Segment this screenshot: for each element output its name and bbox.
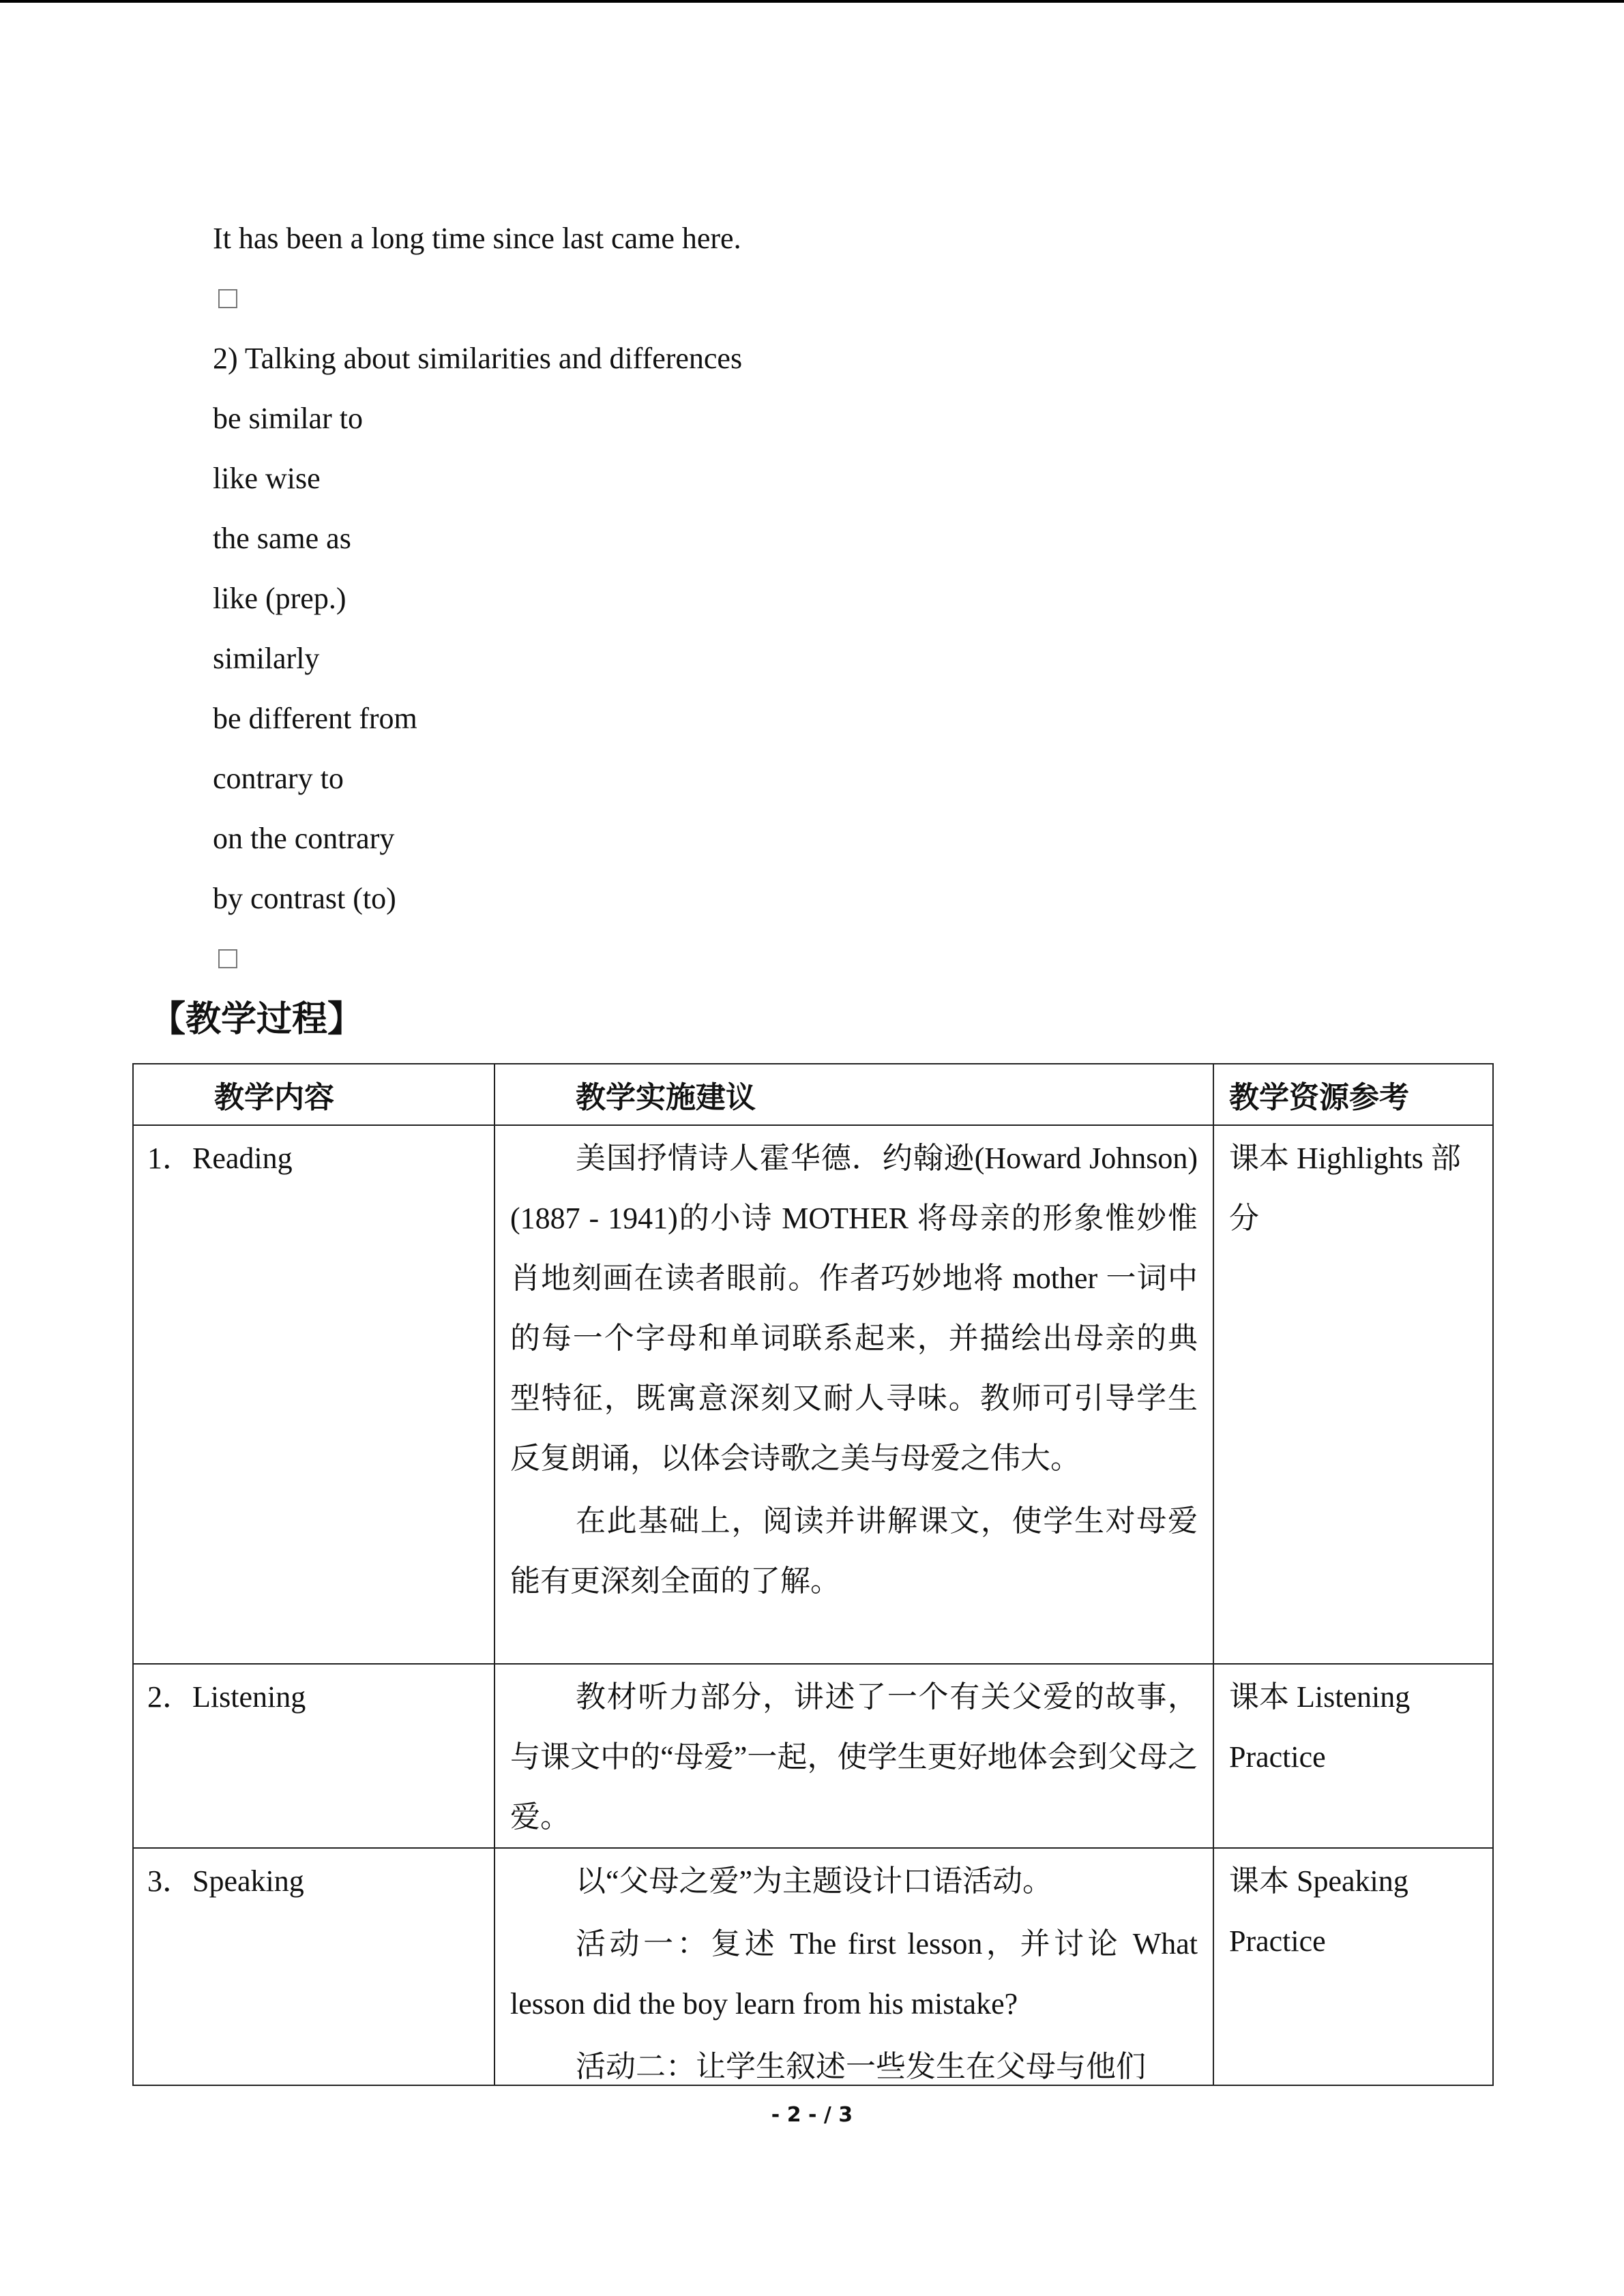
table-cell-item [133,1848,494,2085]
text-line: contrary to [213,762,344,795]
resource-text: 课本 Listening Practice [1229,1680,1411,1774]
text-line: be similar to [213,402,363,435]
text-line: like wise [213,462,321,495]
suggestion-paragraph: 教材听力部分，讲述了一个有关父爱的故事，与课文中的“母爱”一起，使学生更好地体会到父母之爱。 [510,1680,1198,1834]
suggestion-paragraph: 以“父母之爱”为主题设计口语活动。 [576,1864,1053,1898]
suggestion-clip [495,1849,1213,2085]
text-line: like (prep.) [213,582,346,615]
table-row [133,1664,1493,1848]
table-cell-suggestion [494,1664,1213,1848]
table-cell-item [133,1125,494,1664]
checkbox-icon [218,289,237,308]
text-line: similarly [213,642,320,675]
column-header-resources: 教学资源参考 [1213,1064,1493,1125]
suggestion-paragraph: 在此基础上，阅读并讲解课文，使学生对母爱能有更深刻全面的了解。 [510,1504,1198,1598]
table-cell-suggestion [494,1125,1213,1664]
resource-text: 课本 Speaking Practice [1229,1864,1408,1958]
subheading-line: 2) Talking about similarities and differences [213,342,743,375]
column-header-suggestions: 教学实施建议 [494,1064,1213,1125]
table-cell-resource [1213,1848,1493,2085]
suggestion-paragraph: 活动一：复述 The first lesson，并讨论 What lesson did the boy learn from his mistake? [510,1927,1198,2021]
section-title: 【教学过程】 [150,999,364,1040]
item-label: 2．Listening [147,1680,306,1714]
text-line: the same as [213,522,351,555]
resource-text: 课本 Highlights 部分 [1229,1142,1461,1235]
text-line: on the contrary [213,822,395,855]
item-label: 1．Reading [147,1142,293,1175]
table-row [133,1125,1493,1664]
suggestion-paragraph: 美国抒情诗人霍华德．约翰逊(Howard Johnson)(1887 - 1941)的小诗 MOTHER 将母亲的形象惟妙惟肖地刻画在读者眼前。作者巧妙地将 mother 一词中的每一个字母和单词联系起来，并描绘出母亲的典型特征，既寓意深刻又耐人寻味。教师可引导学生反复朗诵，以体会诗歌之美与母爱之伟大。 [510,1142,1198,1475]
table-header-row [133,1064,1493,1125]
table-cell-suggestion [494,1848,1213,2085]
table-cell-resource [1213,1664,1493,1848]
table-cell-item [133,1664,494,1848]
table-row [133,1848,1493,2085]
suggestion-paragraph: 活动二：让学生叙述一些发生在父母与他们 [576,2050,1146,2083]
page-number: - 2 - / 3 [771,2103,853,2127]
item-label: 3．Speaking [147,1864,304,1898]
text-line: by contrast (to) [213,882,396,915]
checkbox-icon [218,949,237,968]
table-cell-resource [1213,1125,1493,1664]
teaching-process-table [132,1063,1494,2086]
column-header-content: 教学内容 [133,1064,494,1125]
text-line: be different from [213,702,417,735]
text-line: It has been a long time since last came here. [213,222,741,255]
